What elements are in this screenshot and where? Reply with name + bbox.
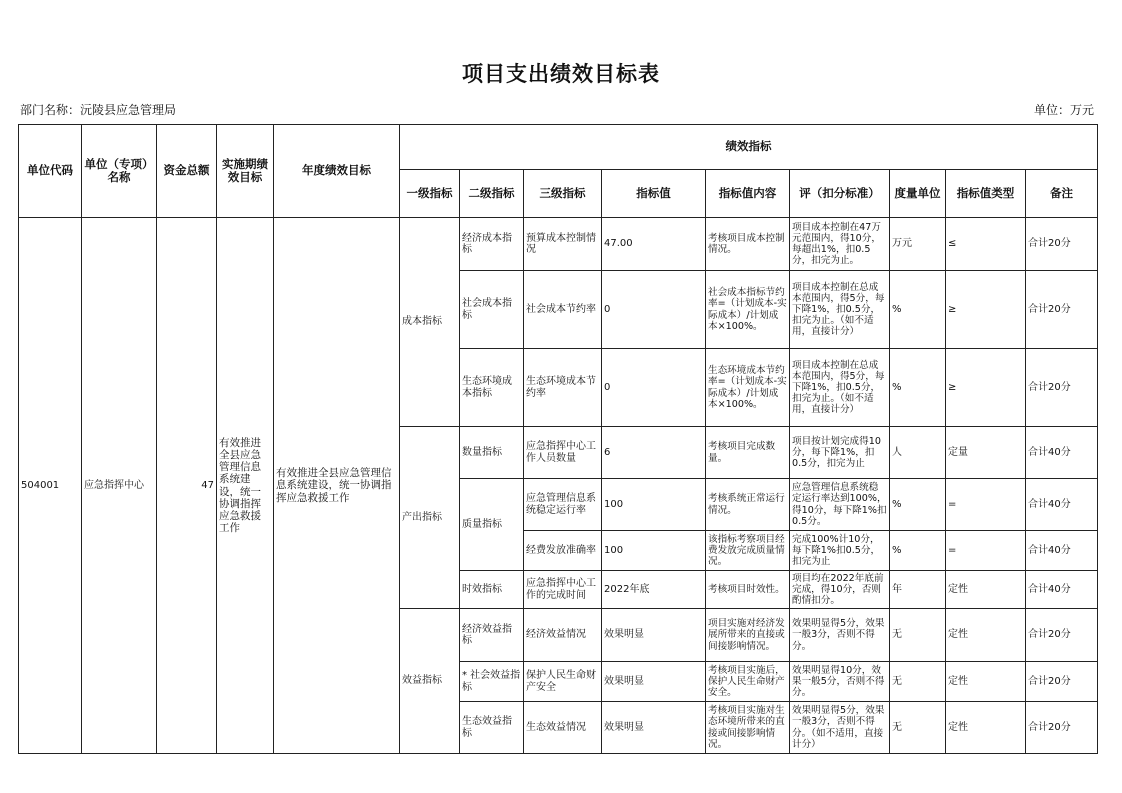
value-cell: 0: [602, 271, 706, 349]
header-unit-name: 单位（专项）名称: [82, 125, 157, 218]
header-note: 备注: [1026, 170, 1098, 218]
level3-cell: 应急指挥中心工作人员数量: [524, 427, 602, 479]
level3-cell: 社会成本节约率: [524, 271, 602, 349]
content-cell: 考核系统正常运行情况。: [706, 479, 790, 531]
score-cell: 项目成本控制在总成本范围内，得5分，每下降1%，扣0.5分，扣完为止。（如不适用，直接计分）: [790, 349, 890, 427]
measure-unit-cell: 无: [890, 609, 946, 662]
content-cell: 生态环境成本节约率=（计划成本-实际成本）/计划成本×100%。: [706, 349, 790, 427]
level2-cell: 时效指标: [460, 571, 524, 609]
value-cell: 0: [602, 349, 706, 427]
level2-cell: * 社会效益指标: [460, 662, 524, 702]
content-cell: 考核项目实施对生态环境所带来的直接或间接影响情况。: [706, 702, 790, 754]
fund-total-cell: 47: [157, 218, 217, 754]
level2-cell: 经济成本指标: [460, 218, 524, 271]
unit-label: 单位：万元: [1033, 103, 1094, 117]
value-type-cell: 定性: [946, 662, 1026, 702]
value-type-cell: 定性: [946, 702, 1026, 754]
content-cell: 社会成本指标节约率=（计划成本-实际成本）/计划成本×100%。: [706, 271, 790, 349]
level3-cell: 生态环境成本节约率: [524, 349, 602, 427]
note-cell: 合计20分: [1026, 271, 1098, 349]
note-cell: 合计20分: [1026, 609, 1098, 662]
content-cell: 考核项目成本控制情况。: [706, 218, 790, 271]
value-type-cell: =: [946, 479, 1026, 531]
score-cell: 项目成本控制在总成本范围内，得5分，每下降1%，扣0.5分，扣完为止。（如不适用，直接计分）: [790, 271, 890, 349]
value-cell: 效果明显: [602, 702, 706, 754]
measure-unit-cell: 人: [890, 427, 946, 479]
measure-unit-cell: 无: [890, 702, 946, 754]
value-cell: 效果明显: [602, 609, 706, 662]
level1-cell: 效益指标: [400, 609, 460, 754]
score-cell: 项目按计划完成得10分，每下降1%，扣0.5分，扣完为止: [790, 427, 890, 479]
header-unit-code: 单位代码: [19, 125, 82, 218]
value-cell: 6: [602, 427, 706, 479]
score-cell: 应急管理信息系统稳定运行率达到100%，得10分，每下降1%扣0.5分。: [790, 479, 890, 531]
score-cell: 完成100%计10分，每下降1%扣0.5分，扣完为止: [790, 531, 890, 571]
value-type-cell: 定性: [946, 571, 1026, 609]
note-cell: 合计20分: [1026, 662, 1098, 702]
note-cell: 合计40分: [1026, 531, 1098, 571]
content-cell: 考核项目实施后，保护人民生命财产安全。: [706, 662, 790, 702]
measure-unit-cell: 万元: [890, 218, 946, 271]
note-cell: 合计40分: [1026, 479, 1098, 531]
note-cell: 合计20分: [1026, 349, 1098, 427]
score-cell: 效果明显得5分，效果一般3分，否则不得分。（如不适用，直接计分）: [790, 702, 890, 754]
measure-unit-cell: %: [890, 349, 946, 427]
note-cell: 合计20分: [1026, 702, 1098, 754]
table-row: [19, 218, 1098, 271]
header-content: 指标值内容: [706, 170, 790, 218]
measure-unit-cell: %: [890, 531, 946, 571]
performance-table: [18, 124, 1098, 754]
header-score: 评（扣分标准）: [790, 170, 890, 218]
annual-goal-cell: 有效推进全县应急管理信息系统建设，统一协调指挥应急救援工作: [274, 218, 400, 754]
header-level3: 三级指标: [524, 170, 602, 218]
level3-cell: 经费发放准确率: [524, 531, 602, 571]
level3-cell: 生态效益情况: [524, 702, 602, 754]
header-indicators: 绩效指标: [400, 125, 1098, 170]
score-cell: 效果明显得5分，效果一般3分，否则不得分。: [790, 609, 890, 662]
value-type-cell: =: [946, 531, 1026, 571]
header-period-goal: 实施期绩效目标: [217, 125, 274, 218]
value-cell: 2022年底: [602, 571, 706, 609]
level2-cell: 经济效益指标: [460, 609, 524, 662]
score-cell: 效果明显得10分，效果一般5分，否则不得分。: [790, 662, 890, 702]
content-cell: 考核项目完成数量。: [706, 427, 790, 479]
score-cell: 项目均在2022年底前完成，得10分，否则酌情扣分。: [790, 571, 890, 609]
level1-cell: 成本指标: [400, 218, 460, 427]
score-cell: 项目成本控制在47万元范围内，得10分，每超出1%，扣0.5分，扣完为止。: [790, 218, 890, 271]
measure-unit-cell: 无: [890, 662, 946, 702]
period-goal-cell: 有效推进全县应急管理信息系统建设，统一协调指挥应急救援工作: [217, 218, 274, 754]
unit-code-cell: 504001: [19, 218, 82, 754]
level3-cell: 预算成本控制情况: [524, 218, 602, 271]
value-type-cell: ≥: [946, 349, 1026, 427]
level3-cell: 保护人民生命财产安全: [524, 662, 602, 702]
header-annual-goal: 年度绩效目标: [274, 125, 400, 218]
value-type-cell: ≤: [946, 218, 1026, 271]
value-type-cell: 定量: [946, 427, 1026, 479]
note-cell: 合计20分: [1026, 218, 1098, 271]
page-title: 项目支出绩效目标表: [462, 62, 660, 86]
value-cell: 100: [602, 479, 706, 531]
value-cell: 47.00: [602, 218, 706, 271]
measure-unit-cell: %: [890, 479, 946, 531]
content-cell: 该指标考察项目经费发放完成质量情况。: [706, 531, 790, 571]
content-cell: 项目实施对经济发展所带来的直接或间接影响情况。: [706, 609, 790, 662]
note-cell: 合计40分: [1026, 571, 1098, 609]
level2-cell: 质量指标: [460, 479, 524, 571]
header-fund-total: 资金总额: [157, 125, 217, 218]
measure-unit-cell: %: [890, 271, 946, 349]
level2-cell: 数量指标: [460, 427, 524, 479]
value-type-cell: ≥: [946, 271, 1026, 349]
header-value-type: 指标值类型: [946, 170, 1026, 218]
department-label: 部门名称：沅陵县应急管理局: [20, 103, 177, 117]
content-cell: 考核项目时效性。: [706, 571, 790, 609]
header-value: 指标值: [602, 170, 706, 218]
level2-cell: 社会成本指标: [460, 271, 524, 349]
measure-unit-cell: 年: [890, 571, 946, 609]
level3-cell: 经济效益情况: [524, 609, 602, 662]
header-measure-unit: 度量单位: [890, 170, 946, 218]
unit-name-cell: 应急指挥中心: [82, 218, 157, 754]
level3-cell: 应急指挥中心工作的完成时间: [524, 571, 602, 609]
header-level1: 一级指标: [400, 170, 460, 218]
level3-cell: 应急管理信息系统稳定运行率: [524, 479, 602, 531]
header-level2: 二级指标: [460, 170, 524, 218]
level2-cell: 生态效益指标: [460, 702, 524, 754]
level1-cell: 产出指标: [400, 427, 460, 609]
level2-cell: 生态环境成本指标: [460, 349, 524, 427]
value-type-cell: 定性: [946, 609, 1026, 662]
value-cell: 100: [602, 531, 706, 571]
value-cell: 效果明显: [602, 662, 706, 702]
note-cell: 合计40分: [1026, 427, 1098, 479]
